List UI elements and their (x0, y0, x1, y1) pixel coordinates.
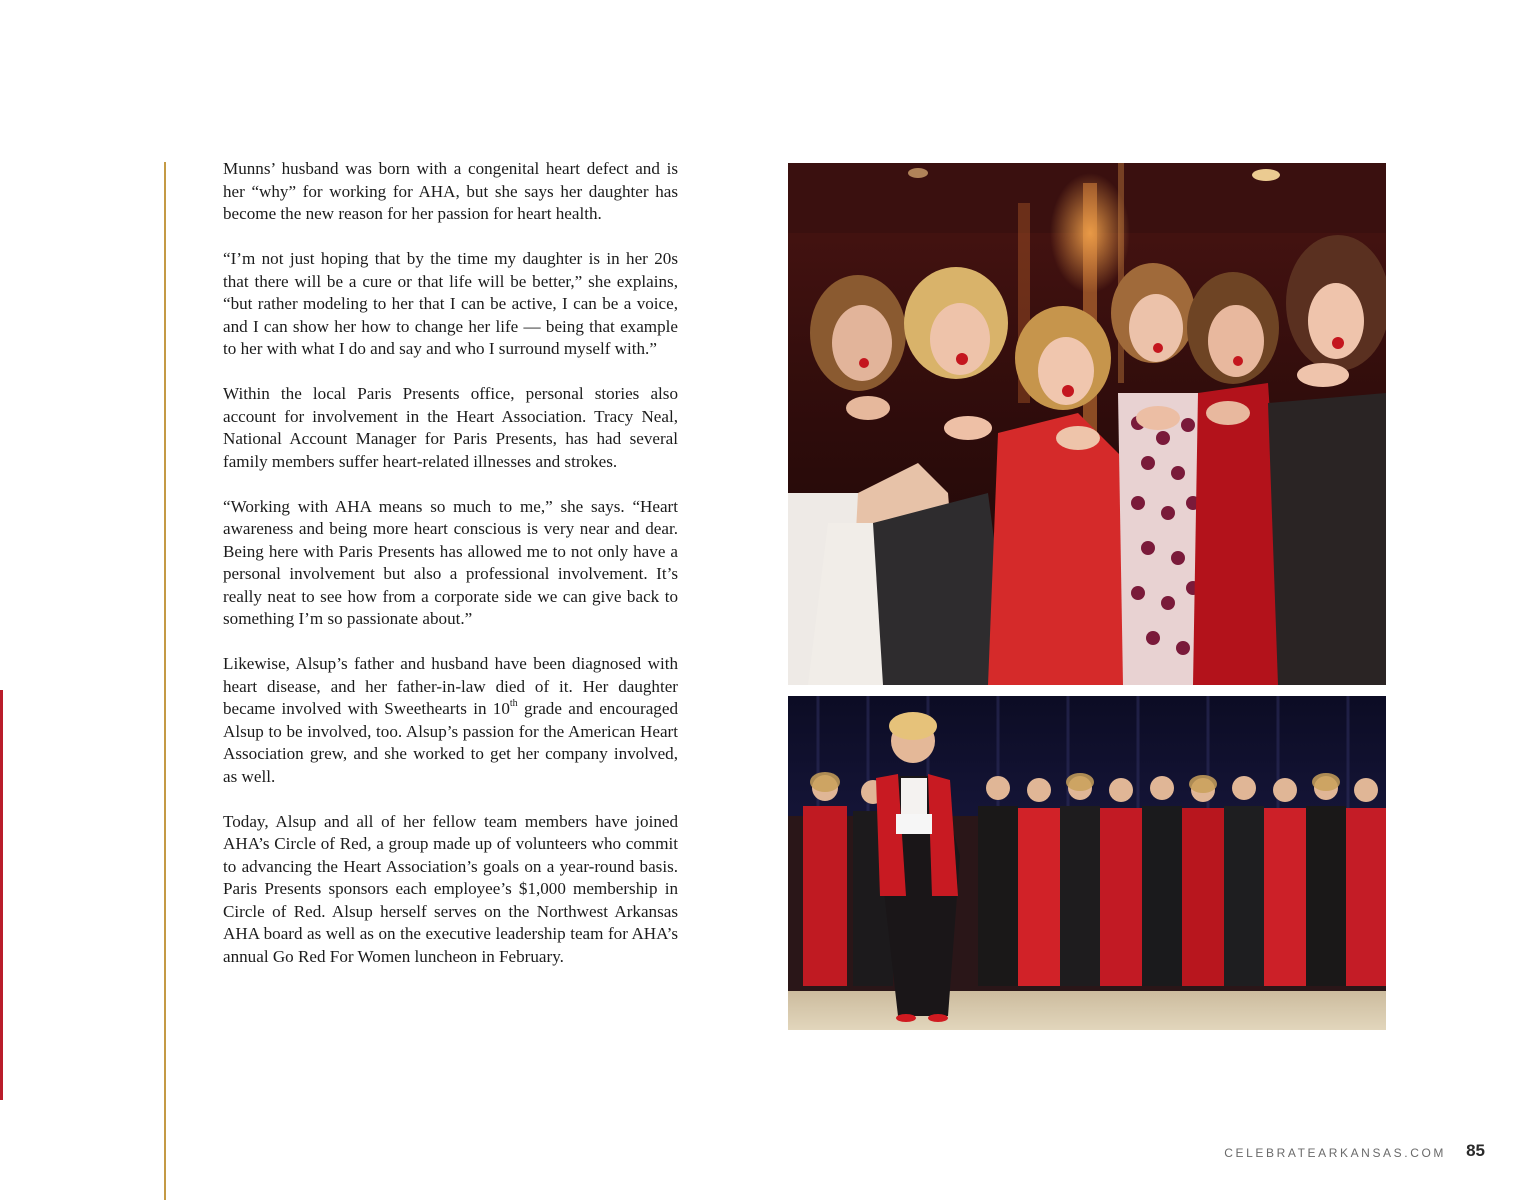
article-paragraph-4: “Working with AHA means so much to me,” she says. “Heart awareness and being more heart conscious is very near and dear. Being here with Paris Presents has allowed me to not only have a personal involvement but also a professional involvement. It’s really neat to see how from a corporate side we can give back to something I’m so passionate about.” (223, 496, 678, 628)
page-number: 85 (1466, 1141, 1485, 1160)
paragraph-5-text-a: Likewise, Alsup’s father and husband have been diagnosed with heart disease, and her father-in-law died of it. Her daughter became involved with Sweethearts in 10 (223, 654, 678, 718)
ordinal-suffix: th (509, 698, 518, 710)
page-edge-red-strip (0, 690, 3, 1100)
photo-sweethearts-group (788, 163, 1386, 685)
article-body (223, 158, 678, 991)
footer-website: CELEBRATEARKANSAS.COM (1224, 1146, 1446, 1160)
article-paragraph-6: Today, Alsup and all of her fellow team members have joined AHA’s Circle of Red, a group made up of volunteers who commit to advancing the Heart Association’s goals on a year-round basis. Paris Presents sponsors each employee’s $1,000 membership in Circle of Red. Alsup herself serves on the Northwest Arkansas AHA board as well as on the executive leadership team for AHA’s annual Go Red For Women luncheon in February. (223, 811, 678, 966)
article-paragraph-1: Munns’ husband was born with a congenital heart defect and is her “why” for working for AHA, but she says her daughter has become the new reason for her passion for heart health. (223, 159, 678, 223)
photo-circle-of-red-stage (788, 696, 1386, 1030)
article-paragraph-2: “I’m not just hoping that by the time my daughter is in her 20s that there will be a cure or that life will be better,” she explains, “but rather modeling to her that I can be active, I can be a voice, and I can show her how to change her life — being that example to her with what I do and say and who I surround myself with.” (223, 249, 678, 358)
column-gold-rule (164, 162, 166, 1200)
article-paragraph-3: Within the local Paris Presents office, personal stories also account for involvement in the Heart Association. Tracy Neal, National Account Manager for Paris Presents, has had several family members suffer heart-related illnesses and strokes. (223, 384, 678, 471)
paragraph-5-text-b: grade and encouraged Alsup to be involved, too. Alsup’s passion for the American Heart Association grew, and she worked to get her company involved, as well. (223, 699, 678, 786)
article-paragraph-5 (223, 653, 678, 788)
